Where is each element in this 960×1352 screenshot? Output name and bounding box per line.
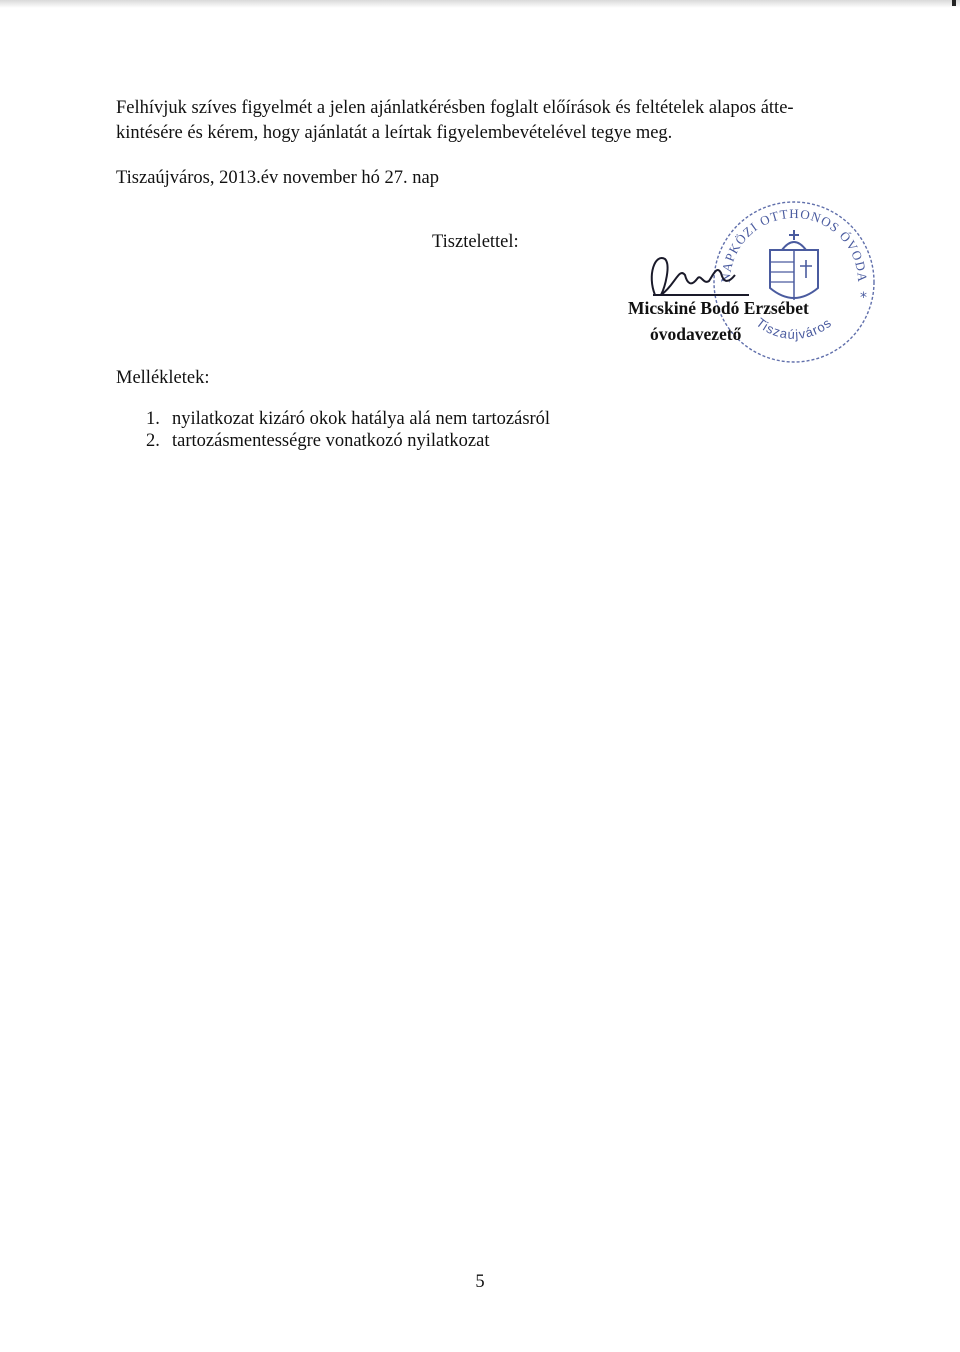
closing-paragraph — [116, 96, 856, 146]
svg-text:NAPKÖZI OTTHONOS ÓVODA: NAPKÖZI OTTHONOS ÓVODA — [717, 205, 871, 284]
attachment-text: nyilatkozat kizáró okok hatálya alá nem tartozásról — [172, 409, 551, 429]
svg-text:*: * — [860, 290, 867, 306]
attachments-heading: Mellékletek: — [116, 368, 210, 388]
attachment-number: 2. — [146, 431, 160, 451]
date-line: Tiszaújváros, 2013.év november hó 27. nap — [116, 168, 440, 188]
svg-text:Tiszaújváros: Tiszaújváros — [753, 314, 835, 343]
attachments-list — [146, 408, 550, 452]
greeting: Tisztelettel: — [432, 232, 519, 252]
coat-of-arms-icon — [770, 230, 818, 300]
attachment-text: tartozásmentességre vonatkozó nyilatkozat — [172, 431, 490, 451]
attachment-number: 1. — [146, 409, 160, 429]
scan-edge — [0, 0, 960, 8]
paragraph-line-2: kintésére és kérem, hogy ajánlatát a leírtak figyelembevételével tegye meg. — [116, 123, 673, 143]
page-number: 5 — [475, 1272, 485, 1292]
attachment-item — [146, 408, 550, 430]
signer-name: Micskiné Bodó Erzsébet — [628, 298, 809, 318]
scan-mark — [952, 0, 956, 6]
handwritten-signature — [645, 245, 755, 305]
paragraph-line-1: Felhívjuk szíves figyelmét a jelen ajánlatkérésben foglalt előírások és feltételek alapos átte- — [116, 98, 794, 118]
signer-title: óvodavezető — [650, 324, 742, 344]
attachment-item — [146, 430, 550, 452]
